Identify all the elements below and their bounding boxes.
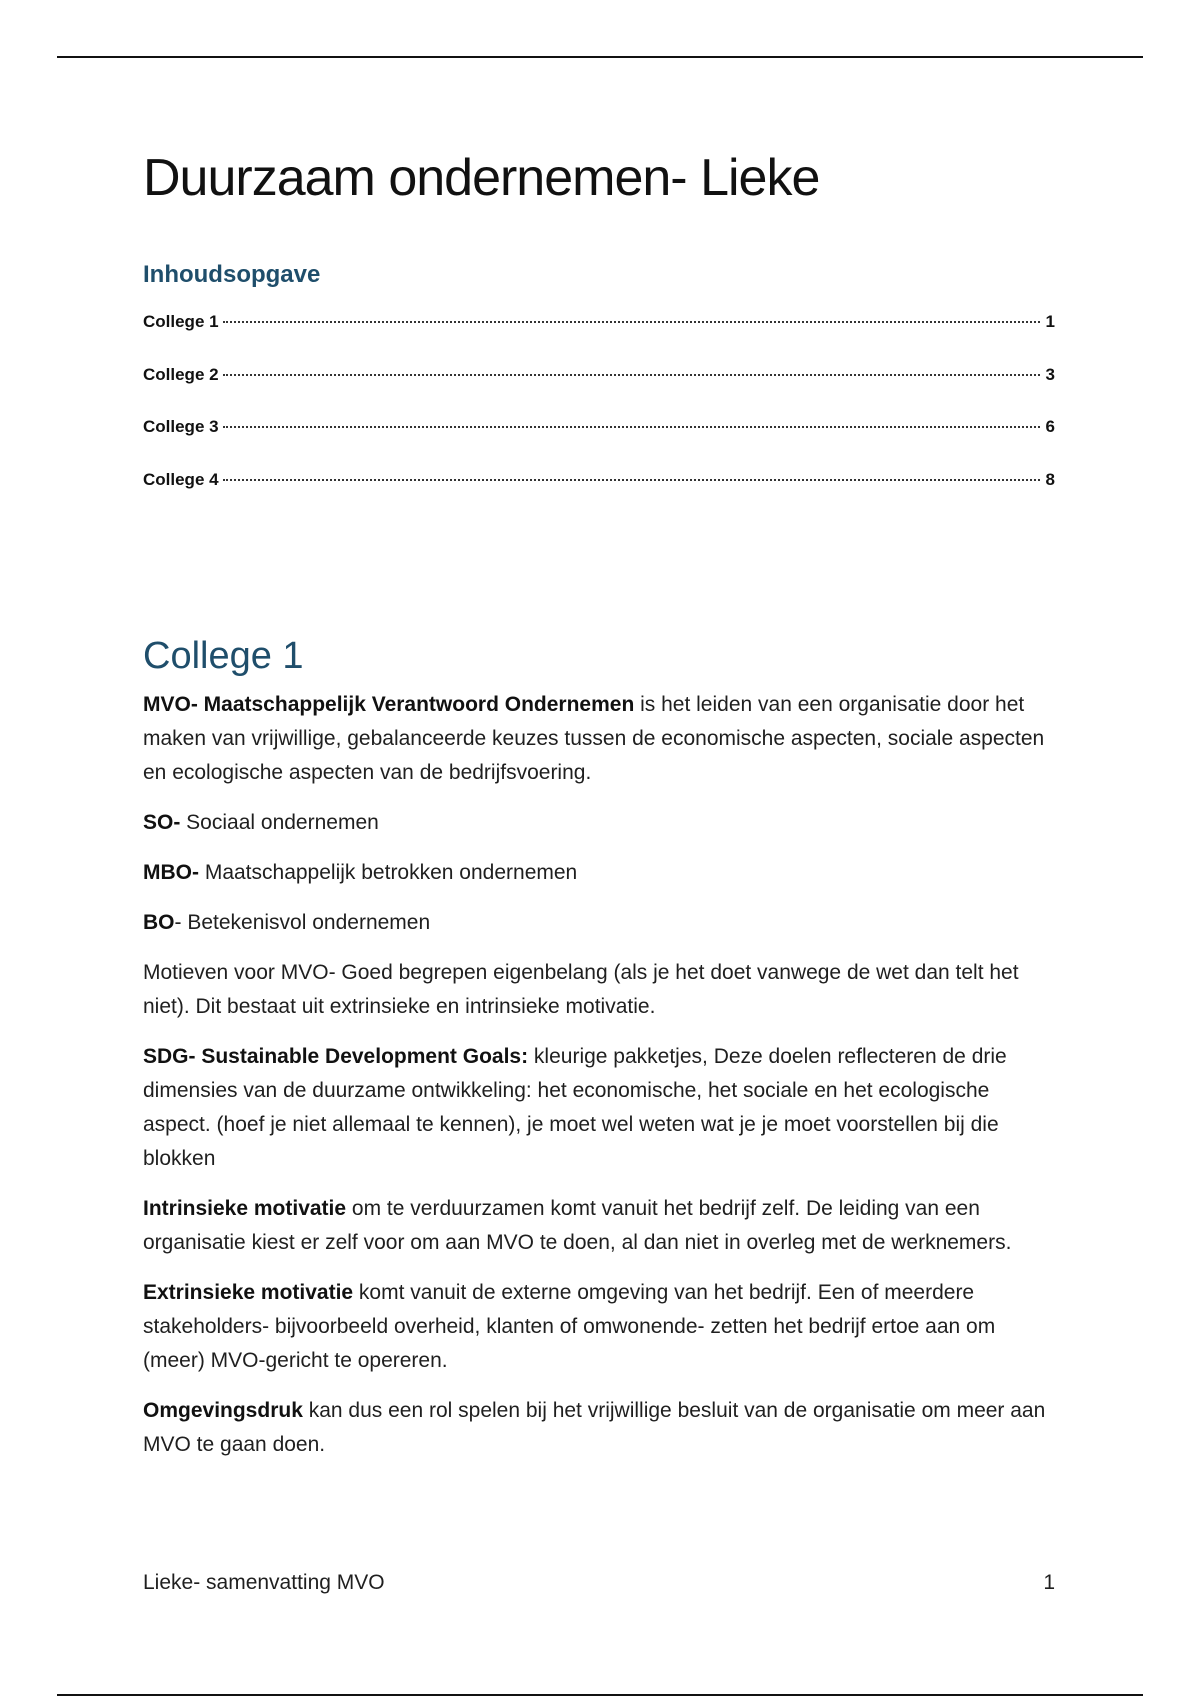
toc-heading: Inhoudsopgave xyxy=(143,261,321,288)
table-of-contents xyxy=(143,312,1055,522)
paragraph-extrinsieke-motivatie xyxy=(143,1276,1055,1378)
toc-entry-college-4[interactable] xyxy=(143,470,1055,523)
toc-entry-label: College 1 xyxy=(143,312,219,331)
paragraph-text: Sociaal ondernemen xyxy=(180,811,379,834)
term: SDG- Sustainable Development Goals: xyxy=(143,1045,529,1068)
toc-entry-college-3[interactable] xyxy=(143,417,1055,470)
toc-entry-page: 3 xyxy=(1045,364,1055,384)
paragraph-text: komt vanuit de externe omgeving van het bedrijf. Een of meerdere stakeholders- bijvoorbeeld overheid, klanten of omwonende- zetten het bedrijf ertoe aan om (meer) MVO-gericht te opereren. xyxy=(143,1281,996,1372)
header-rule xyxy=(57,56,1143,58)
toc-entry-college-1[interactable] xyxy=(143,312,1055,365)
toc-entry-label: College 2 xyxy=(143,364,219,384)
toc-entry-label: College 4 xyxy=(143,469,219,489)
footer-text: Lieke- samenvatting MVO xyxy=(143,1571,385,1594)
section-body xyxy=(143,688,1055,1462)
term: MVO- Maatschappelijk Verantwoord Ondernemen xyxy=(143,693,635,716)
term: Extrinsieke motivatie xyxy=(143,1281,354,1304)
paragraph-mbo xyxy=(143,856,1055,890)
paragraph-motieven xyxy=(143,956,1055,1024)
paragraph-text: kleurige pakketjes, Deze doelen reflecteren de drie dimensies van de duurzame ontwikkeling: het economische, het sociale en het ecologische aspect. (hoef je niet allemaal te kennen), je moet wel weten wat je je moet voorstellen bij die blokken xyxy=(143,1045,1007,1170)
document-title: Duurzaam ondernemen- Lieke xyxy=(143,149,820,207)
paragraph-intrinsieke-motivatie xyxy=(143,1192,1055,1260)
term: Intrinsieke motivatie xyxy=(143,1197,347,1220)
paragraph-omgevingsdruk xyxy=(143,1394,1055,1462)
toc-dot-leader xyxy=(223,321,1040,323)
paragraph-text: Maatschappelijk betrokken ondernemen xyxy=(199,861,578,884)
paragraph-text: Motieven voor MVO- Goed begrepen eigenbelang (als je het doet vanwege de wet dan telt het niet). Dit bestaat uit extrinsieke en intrinsieke motivatie. xyxy=(143,961,1019,1018)
toc-entry-college-2[interactable] xyxy=(143,365,1055,418)
section-heading: College 1 xyxy=(143,635,304,677)
paragraph-sdg xyxy=(143,1040,1055,1176)
term: Omgevingsdruk xyxy=(143,1399,303,1422)
toc-dot-leader xyxy=(223,374,1040,376)
paragraph-text: - Betekenisvol ondernemen xyxy=(174,911,431,934)
term: SO- xyxy=(143,811,181,834)
page-content xyxy=(143,140,1055,1478)
paragraph-text: kan dus een rol spelen bij het vrijwillige besluit van de organisatie om meer aan MVO te gaan doen. xyxy=(143,1399,1046,1456)
toc-entry-page: 8 xyxy=(1045,469,1055,489)
toc-dot-leader xyxy=(223,479,1040,481)
toc-entry-label: College 3 xyxy=(143,417,219,436)
paragraph-text: om te verduurzamen komt vanuit het bedrijf zelf. De leiding van een organisatie kiest er zelf voor om aan MVO te doen, al dan niet in overleg met de werknemers. xyxy=(143,1197,1012,1254)
paragraph-so xyxy=(143,806,1055,840)
paragraph-mvo xyxy=(143,688,1055,790)
term: MBO- xyxy=(143,861,199,884)
term: BO xyxy=(143,911,175,934)
footer-rule xyxy=(57,1694,1143,1696)
paragraph-text: is het leiden van een organisatie door het maken van vrijwillige, gebalanceerde keuzes tussen de economische aspecten, sociale aspecten en ecologische aspecten van de bedrijfsvoering. xyxy=(143,693,1045,784)
toc-dot-leader xyxy=(223,426,1040,428)
toc-entry-page: 6 xyxy=(1045,417,1055,436)
footer-page-number: 1 xyxy=(1043,1571,1055,1594)
toc-entry-page: 1 xyxy=(1045,312,1055,331)
paragraph-bo xyxy=(143,906,1055,940)
